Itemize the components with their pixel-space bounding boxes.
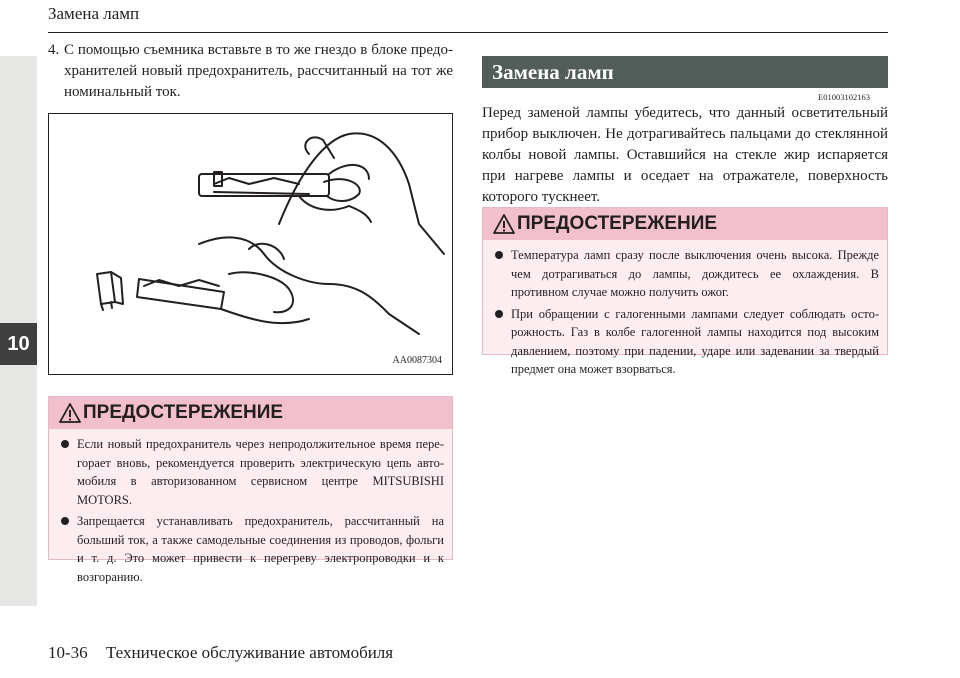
warning-box-fuse [48,396,453,584]
warning-header [483,208,887,240]
bullet-icon [495,310,503,318]
warning-header [49,397,452,429]
warning-item: Температура ламп сразу после выключения очень высока. Прежде чем дотрагиваться до лампы, дождитесь ее охлаждения. В противном случае можно получить ожог. [493,246,879,302]
warning-item: Запрещается устанавливать предохранитель, рассчитанный на больший ток, а также самодельные соединения из проводов, фольги и т. д. Это может привести к перегреву электропроводки и к возгоранию. [59,512,444,586]
warning-list [483,240,887,388]
instruction-step [48,40,453,103]
warning-triangle-icon [59,403,81,423]
warning-title: ПРЕДОСТЕРЕЖЕНИЕ [517,213,718,234]
chapter-tab: 10 [0,323,37,365]
warning-item: Если новый предохранитель через непродолжительное время перегорает вновь, рекомендуется проверить электрическую цепь автомобиля в авторизованном сервисном центре MITSUBISHI MOTORS. [59,435,444,509]
warning-title: ПРЕДОСТЕРЕЖЕНИЕ [83,402,284,423]
step-number: 4. [48,42,60,58]
warning-item: При обращении с галогенными лампами следует соблюдать осторожность. Газ в колбе галогенной лампы находится под высоким давлением, поэтому при падении, ударе или задевании за твердый предмет она может взорваться. [493,305,879,379]
warning-triangle-icon [493,214,515,234]
section-code: E01003102163 [818,92,870,102]
header-rule [48,32,888,33]
warning-box-lamps [482,207,888,376]
bullet-icon [61,517,69,525]
bullet-icon [495,251,503,259]
fuse-puller-illustration [48,113,453,375]
warning-list [49,429,452,595]
page-footer [48,643,393,663]
section-title-bar: Замена ламп [482,56,888,88]
footer-section: Техническое обслуживание автомобиля [105,643,394,662]
bullet-icon [61,440,69,448]
figure-code: AA0087304 [392,355,442,366]
step-text: С помощью съемника вставьте в то же гнездо в блоке предохранителей новый предохранитель, рассчитанный на тот же номинальный ток. [64,42,453,100]
page-header-title: Замена ламп [48,4,140,23]
hand-fuse-puller-drawing [49,114,452,374]
section-body-text: Перед заменой лампы убедитесь, что данный осветительный прибор выключен. Не дотрагивайтесь пальцами до стеклянной колбы новой лампы. Оставшийся на стекле жир испаряется при нагреве лампы и оседает на отражателе, поверхность которого тускнеет. [482,105,888,205]
page-number: 10-36 [48,643,88,662]
